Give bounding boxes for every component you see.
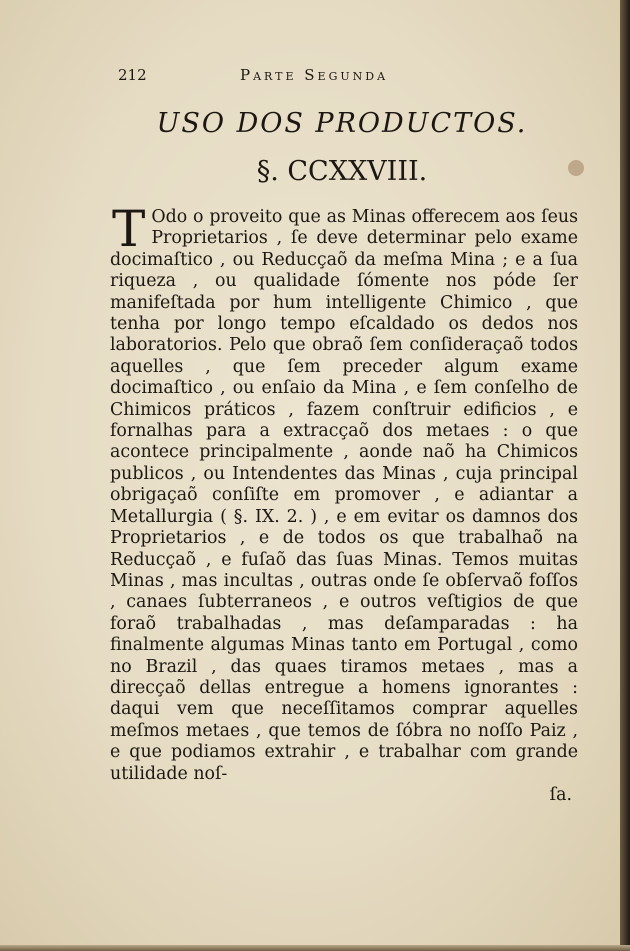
catchword: ſa. [549, 784, 572, 805]
page-header [112, 64, 552, 86]
page-edge-bottom [0, 945, 630, 951]
running-head: Parte Segunda [240, 66, 389, 84]
paragraph-text: Odo o proveito que as Minas offerecem aos ſeus Proprietarios , ſe deve determinar pelo exame docimaſtico , ou Reducçaõ da meſma Mina ; e a ſua riqueza , ou qualidade ſómente nos póde ſer manifeſtada por hum intelligente Chimico , que tenha por longo tempo eſcaldado os dedos nos laboratorios. Pelo que obraõ ſem conſideraçaõ todos aquelles , que ſem preceder algum exame docimaſtico , ou enſaio da Mina , e ſem conſelho de Chimicos práticos , fazem conſtruir edificios , e fornalhas para a extracçaõ dos metaes : o que acontece principalmente , aonde naõ ha Chimicos publicos , ou Intendentes das Minas , cuja principal obrigaçaõ conſiſte em promover , e adiantar a Metallurgia ( §. IX. 2. ) , e em evitar os damnos dos Proprietarios , e de todos os que trabalhaõ na Reducçaõ , e fuſaõ das ſuas Minas. Temos muitas Minas , mas incultas , outras onde ſe obſervaõ foſſos , canaes ſubterraneos , e outros veſtigios de que foraõ trabalhadas , mas deſamparadas : ha finalmente algumas Minas tanto em Portugal , como no Brazil , das quaes tiramos metaes , mas a direcçaõ dellas entregue a homens ignorantes : daqui vem que neceſſitamos comprar aquelles meſmos metaes , que temos de ſóbra no noſſo Paiz , e que podiamos extrahir , e trabalhar com grande utilidade noſ- [110, 207, 578, 784]
page-edge-right [620, 0, 630, 951]
drop-cap: T [112, 200, 146, 258]
page-number: 212 [118, 66, 147, 84]
section-title: USO DOS PRODUCTOS. [156, 108, 528, 139]
paragraph [110, 200, 578, 785]
section-number: §. CCXXVIII. [256, 156, 428, 187]
body-text [110, 200, 578, 806]
